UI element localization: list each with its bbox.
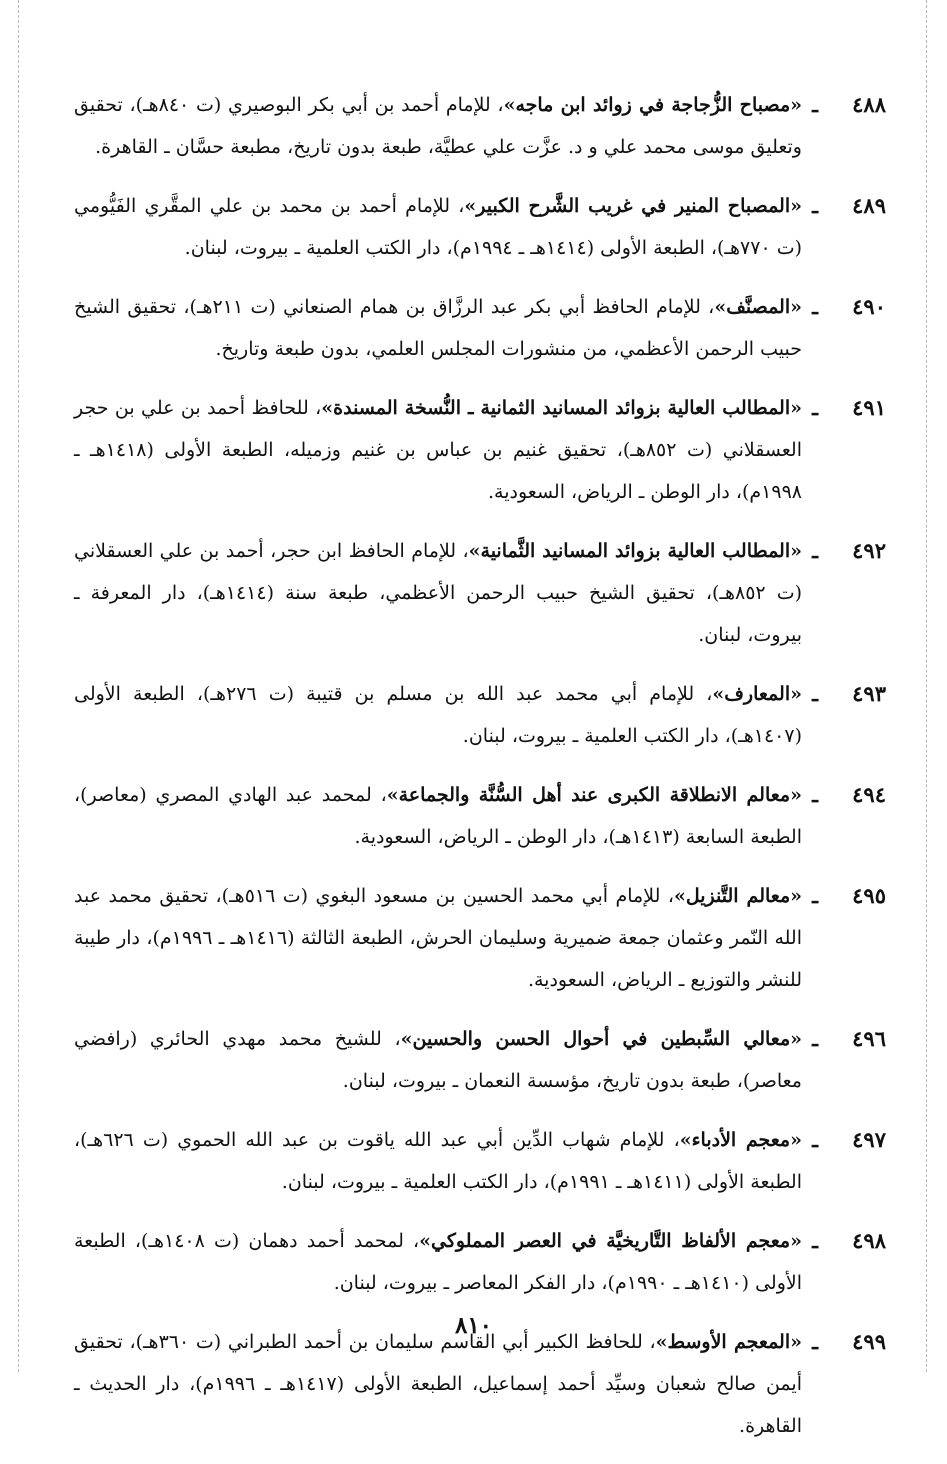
entry-dash: ـ bbox=[812, 93, 818, 117]
entry-dash: ـ bbox=[812, 539, 818, 563]
entry-number: ٤٩٢ bbox=[852, 538, 886, 563]
entry-title: «المعارف» bbox=[712, 683, 802, 705]
entry-details: ، لمحمد عبد الهادي المصري (معاصر)، الطبعة السابعة (١٤١٣هـ)، دار الوطن ـ الرياض، السعودية. bbox=[74, 784, 802, 848]
entry-dash: ـ bbox=[812, 194, 818, 218]
entry-details: ، للإمام أبي محمد الحسين بن مسعود البغوي (ت ٥١٦هـ)، تحقيق محمد عبد الله النّمر وعثمان جمعة ضميرية وسليمان الحرش، الطبعة الثالثة (١٤١٦هـ ـ ١٩٩٦م)، دار طيبة للنشر والتوزيع ـ الرياض، السعودية. bbox=[74, 885, 802, 991]
entry-body bbox=[74, 774, 802, 858]
entry-title: «المعجم الأوسط» bbox=[655, 1331, 802, 1353]
right-trim-guide bbox=[926, 0, 927, 1372]
entry-details: ، للإمام أحمد بن أبي بكر البوصيري (ت ٨٤٠هـ)، تحقيق وتعليق موسى محمد علي و د. عزَّت علي عطيَّة، طبعة بدون تاريخ، مطبعة حسَّان ـ القاهرة. bbox=[74, 94, 802, 158]
entry-body bbox=[74, 1119, 802, 1203]
entry-body bbox=[74, 1018, 802, 1102]
entry-dash: ـ bbox=[812, 884, 818, 908]
entry-details: ، للحافظ الكبير أبي القاسم سليمان بن أحمد الطبراني (ت ٣٦٠هـ)، تحقيق أيمن صالح شعبان وسيِّد أحمد إسماعيل، الطبعة الأولى (١٤١٧هـ ـ ١٩٩٦م)، دار الحديث ـ القاهرة. bbox=[74, 1331, 802, 1437]
entry-number: ٤٩٨ bbox=[852, 1228, 886, 1253]
entry-dash: ـ bbox=[812, 682, 818, 706]
bibliography-entry-495 bbox=[74, 875, 886, 1001]
entry-body bbox=[74, 387, 802, 513]
entry-title: «معالم التَّنزيل» bbox=[673, 885, 802, 907]
entry-body bbox=[74, 84, 802, 168]
page-number: ٨١٠ bbox=[454, 1312, 493, 1339]
entry-details: ، للإمام الحافظ ابن حجر، أحمد بن علي العسقلاني (ت ٨٥٢هـ)، تحقيق الشيخ حبيب الرحمن الأعظمي، طبعة سنة (١٤١٤هـ)، دار المعرفة ـ بيروت، لبنان. bbox=[74, 540, 802, 646]
entry-title: «مصباح الزُّجاجة في زوائد ابن ماجه» bbox=[503, 94, 803, 116]
entry-dash: ـ bbox=[812, 1128, 818, 1152]
bibliography-entry-493 bbox=[74, 673, 886, 757]
entry-body bbox=[74, 1220, 802, 1304]
entry-title: «المصباح المنير في غريب الشَّرح الكبير» bbox=[464, 195, 802, 217]
entry-details: ، لمحمد أحمد دهمان (ت ١٤٠٨هـ)، الطبعة الأولى (١٤١٠هـ ـ ١٩٩٠م)، دار الفكر المعاصر ـ بيروت، لبنان. bbox=[74, 1230, 802, 1294]
entry-title: «معالي السِّبطين في أحوال الحسن والحسين» bbox=[400, 1028, 802, 1050]
entry-title: «معجم الأدباء» bbox=[679, 1129, 802, 1151]
entry-dash: ـ bbox=[812, 1330, 818, 1354]
entry-number: ٤٩٧ bbox=[852, 1127, 886, 1152]
entry-dash: ـ bbox=[812, 295, 818, 319]
entry-dash: ـ bbox=[812, 396, 818, 420]
entry-details: ، للإمام أبي محمد عبد الله بن مسلم بن قتيبة (ت ٢٧٦هـ)، الطبعة الأولى (١٤٠٧هـ)، دار الكتب العلمية ـ بيروت، لبنان. bbox=[74, 683, 802, 747]
bibliography-entry-492 bbox=[74, 530, 886, 656]
entry-body bbox=[74, 286, 802, 370]
entry-number: ٤٩٥ bbox=[852, 883, 886, 908]
entry-number: ٤٩٦ bbox=[852, 1026, 886, 1051]
entry-number: ٤٩٩ bbox=[852, 1329, 886, 1354]
bibliography-entry-498 bbox=[74, 1220, 886, 1304]
entry-details: ، للإمام الحافظ أبي بكر عبد الرزَّاق بن همام الصنعاني (ت ٢١١هـ)، تحقيق الشيخ حبيب الرحمن الأعظمي، من منشورات المجلس العلمي، بدون طبعة وتاريخ. bbox=[74, 296, 802, 360]
entry-details: ، للإمام شهاب الدِّين أبي عبد الله ياقوت بن عبد الله الحموي (ت ٦٢٦هـ)، الطبعة الأولى (١٤١١هـ ـ ١٩٩١م)، دار الكتب العلمية ـ بيروت، لبنان. bbox=[74, 1129, 802, 1193]
entry-body bbox=[74, 1321, 802, 1447]
entry-title: «المطالب العالية بزوائد المسانيد الثَّمانية» bbox=[468, 540, 802, 562]
entry-title: «معجم الألفاظ التَّاريخيَّة في العصر المملوكي» bbox=[419, 1230, 802, 1252]
entry-title: «معالم الانطلاقة الكبرى عند أهل السُّنَّة والجماعة» bbox=[386, 784, 802, 806]
entry-body bbox=[74, 875, 802, 1001]
entry-body bbox=[74, 530, 802, 656]
entry-number: ٤٩١ bbox=[852, 395, 886, 420]
entry-body bbox=[74, 185, 802, 269]
bibliography-entry-497 bbox=[74, 1119, 886, 1203]
entry-number: ٤٨٨ bbox=[852, 92, 886, 117]
bibliography-entry-491 bbox=[74, 387, 886, 513]
bibliography-entry-494 bbox=[74, 774, 886, 858]
entry-body bbox=[74, 673, 802, 757]
bibliography-entry-490 bbox=[74, 286, 886, 370]
bibliography-entry-499 bbox=[74, 1321, 886, 1447]
entry-details: ، للحافظ أحمد بن علي بن حجر العسقلاني (ت ٨٥٢هـ)، تحقيق غنيم بن عباس بن غنيم وزميله، الطبعة الأولى (١٤١٨هـ ـ ١٩٩٨م)، دار الوطن ـ الرياض، السعودية. bbox=[74, 397, 803, 503]
left-trim-guide bbox=[18, 0, 19, 1372]
entry-title: «المطالب العالية بزوائد المسانيد الثمانية ـ النُّسخة المسندة» bbox=[321, 397, 803, 419]
bibliography-entry-489 bbox=[74, 185, 886, 269]
entry-details: ، للشيخ محمد مهدي الحائري (رافضي معاصر)، طبعة بدون تاريخ، مؤسسة النعمان ـ بيروت، لبنان. bbox=[74, 1028, 802, 1092]
bibliography-entry-496 bbox=[74, 1018, 886, 1102]
entry-dash: ـ bbox=[812, 1027, 818, 1051]
entry-title: «المصنَّف» bbox=[714, 296, 802, 318]
entry-details: ، للإمام أحمد بن محمد بن علي المقَّري الفَيُّومي (ت ٧٧٠هـ)، الطبعة الأولى (١٤١٤هـ ـ ١٩٩٤م)، دار الكتب العلمية ـ بيروت، لبنان. bbox=[74, 195, 802, 259]
entry-number: ٤٩٣ bbox=[852, 681, 886, 706]
entry-number: ٤٩٠ bbox=[852, 294, 886, 319]
entry-dash: ـ bbox=[812, 783, 818, 807]
entry-dash: ـ bbox=[812, 1229, 818, 1253]
entry-number: ٤٩٤ bbox=[852, 782, 886, 807]
bibliography-entry-488 bbox=[74, 84, 886, 168]
entry-number: ٤٨٩ bbox=[852, 193, 886, 218]
bibliography-list bbox=[74, 84, 886, 1464]
